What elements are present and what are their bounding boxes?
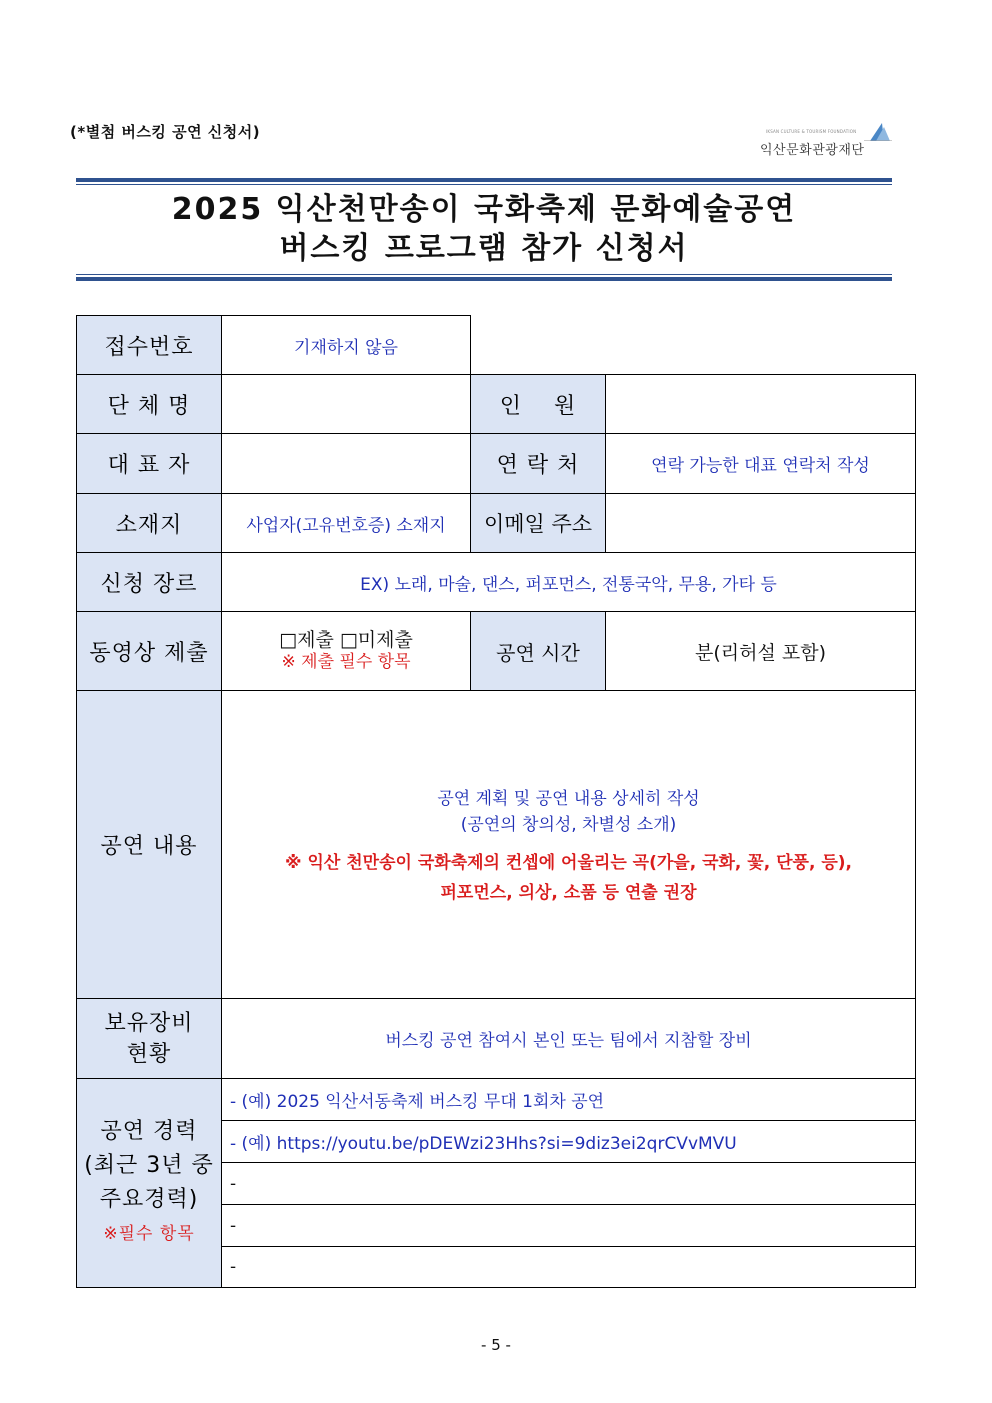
career-label-line3: 주요경력) xyxy=(99,1187,199,1212)
members-label: 인 원 xyxy=(470,374,606,434)
group-name-label: 단 체 명 xyxy=(76,374,222,434)
content-recommendation-line1: ※ 익산 천만송이 국화축제의 컨셉에 어울리는 곡(가을, 국화, 꽃, 단풍, 등), xyxy=(285,852,852,873)
members-field[interactable] xyxy=(605,374,916,434)
title-top-rule-thin xyxy=(76,184,892,185)
title-bottom-rule-thin xyxy=(76,274,892,275)
contact-field[interactable]: 연락 가능한 대표 연락처 작성 xyxy=(605,433,916,494)
building-logo-icon xyxy=(860,121,892,141)
video-required-note: ※ 제출 필수 항목 xyxy=(281,652,411,672)
title-bottom-rule xyxy=(76,277,892,281)
video-submission-options[interactable]: □제출 □미제출 xyxy=(279,629,413,651)
receipt-number-field: 기재하지 않음 xyxy=(221,315,471,375)
page-title-line1: 2025 익산천만송이 국화축제 문화예술공연 xyxy=(171,192,797,227)
contact-label: 연 락 처 xyxy=(470,433,606,494)
performance-time-label: 공연 시간 xyxy=(470,611,606,691)
page-number: - 5 - xyxy=(481,1336,511,1354)
email-label: 이메일 주소 xyxy=(470,493,606,553)
representative-label: 대 표 자 xyxy=(76,433,222,494)
representative-field[interactable] xyxy=(221,433,471,494)
video-submission-label: 동영상 제출 xyxy=(76,611,222,691)
video-submission-field[interactable] xyxy=(221,611,471,691)
foundation-logo xyxy=(752,121,892,157)
title-top-rule xyxy=(76,178,892,182)
group-name-field[interactable] xyxy=(221,374,471,434)
career-label-line2: (최근 3년 중 xyxy=(84,1153,214,1178)
equipment-label-line2: 현황 xyxy=(126,1041,172,1067)
location-label: 소재지 xyxy=(76,493,222,553)
equipment-label xyxy=(76,998,222,1079)
performance-content-label: 공연 내용 xyxy=(76,690,222,999)
receipt-number-label: 접수번호 xyxy=(76,315,222,375)
page-title-line2: 버스킹 프로그램 참가 신청서 xyxy=(279,231,689,266)
career-label-line1: 공연 경력 xyxy=(100,1119,198,1144)
career-row[interactable]: - xyxy=(221,1204,916,1247)
location-field[interactable]: 사업자(고유번호증) 소재지 xyxy=(221,493,471,553)
career-row[interactable]: - (예) https://youtu.be/pDEWzi23Hhs?si=9diz3ei2qrCVvMVU xyxy=(221,1120,916,1163)
career-row[interactable]: - (예) 2025 익산서동축제 버스킹 무대 1회차 공연 xyxy=(221,1078,916,1121)
equipment-field[interactable]: 버스킹 공연 참여시 본인 또는 팀에서 지참할 장비 xyxy=(221,998,916,1079)
equipment-label-line1: 보유장비 xyxy=(104,1010,194,1036)
logo-english-text: IKSAN CULTURE & TOURISM FOUNDATION xyxy=(766,129,857,134)
genre-label: 신청 장르 xyxy=(76,552,222,612)
career-required-note: ※필수 항목 xyxy=(103,1224,195,1244)
career-row[interactable]: - xyxy=(221,1162,916,1205)
career-row[interactable]: - xyxy=(221,1246,916,1288)
logo-korean-text: 익산문화관광재단 xyxy=(760,143,865,158)
content-instruction-line1: 공연 계획 및 공연 내용 상세히 작성 xyxy=(437,788,700,809)
content-instruction-line2: (공연의 창의성, 차별성 소개) xyxy=(460,814,677,835)
career-label xyxy=(76,1078,222,1288)
attachment-note: (*별첨 버스킹 공연 신청서) xyxy=(70,123,261,141)
performance-content-field[interactable] xyxy=(221,690,916,999)
performance-time-field[interactable]: 분(리허설 포함) xyxy=(605,611,916,691)
genre-field[interactable]: EX) 노래, 마술, 댄스, 퍼포먼스, 전통국악, 무용, 가타 등 xyxy=(221,552,916,612)
content-recommendation-line2: 퍼포먼스, 의상, 소품 등 연출 권장 xyxy=(440,882,697,903)
email-field[interactable] xyxy=(605,493,916,553)
